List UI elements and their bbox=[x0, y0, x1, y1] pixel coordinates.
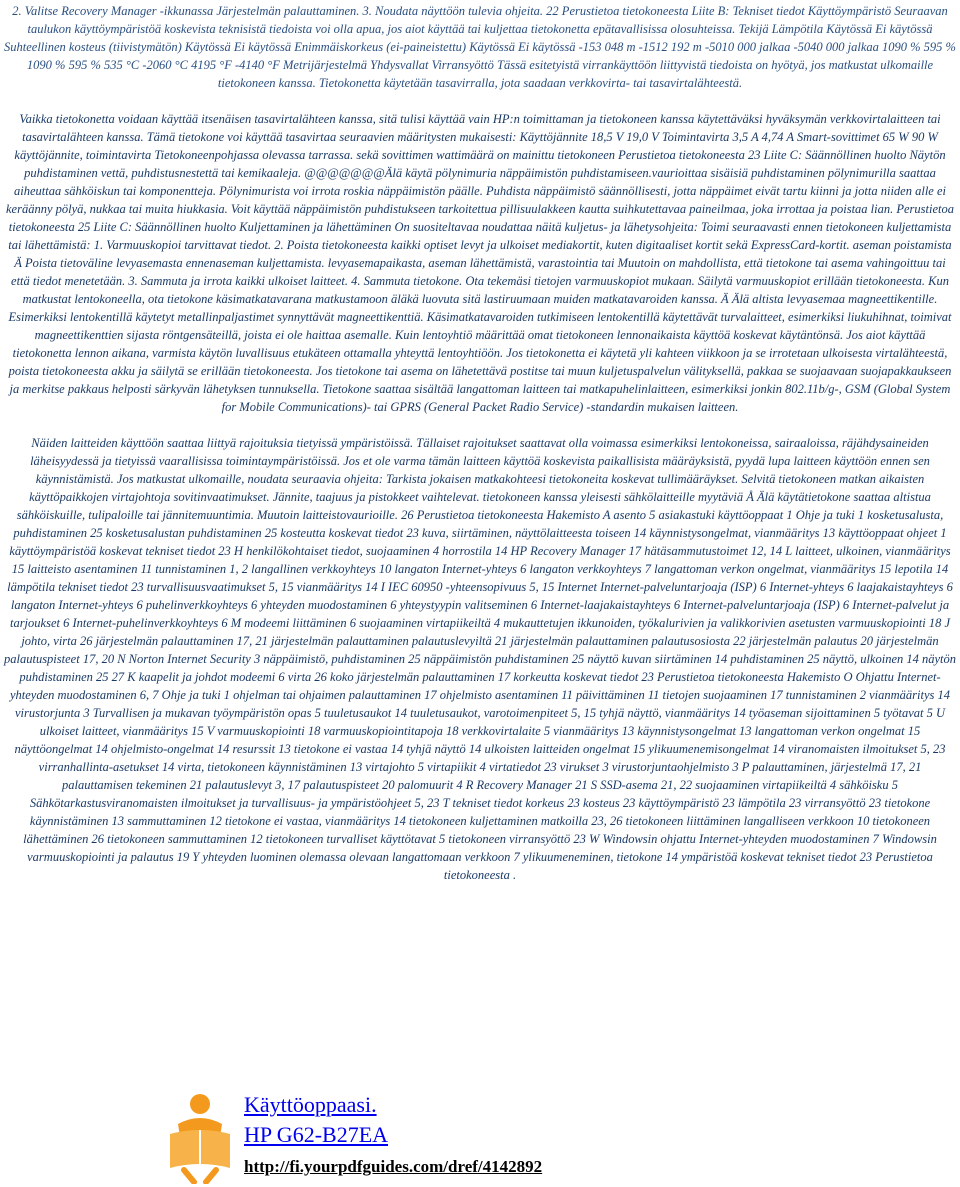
model-link[interactable]: HP G62-B27EA bbox=[244, 1122, 389, 1147]
paragraph-intro: 2. Valitse Recovery Manager -ikkunassa Järjestelmän palauttaminen. 3. Noudata näyttöön tulevia ohjeita. 22 Perustietoa tietokoneesta Liite B: Tekniset tiedot Käyttöympäristö Seuraavan taulukon käyttöympäristöä koskevista teknisistä tiedoista voi olla apua, jos aiot käyttää tai kuljettaa tietokonetta epätavallisissa olosuhteissa. Tekijä Lämpötila Käytössä Ei käytössä Suhteellinen kosteus (tiivistymätön) Käytössä Ei käytössä Enimmäiskorkeus (ei-paineistettu) Käytössä Ei käytössä -153 048 m -1512 192 m -5010 000 jalkaa -5040 000 jalkaa 1090 % 595 % 1090 % 595 % 535 °C -2060 °C 4195 °F -4140 °F Metrijärjestelmä Yhdysvallat Virransyöttö Tässä esitetyistä virrankäyttöön liittyvistä tiedoista on hyötyä, jos matkustat ulkomaille tietokoneen kanssa. Tietokonetta käytetään tasavirralla, jota saadaan verkkovirta- tai tasavirtalähteestä. bbox=[4, 4, 956, 90]
paragraph-gap bbox=[4, 416, 956, 434]
paragraph-gap bbox=[4, 92, 956, 110]
document-body bbox=[4, 2, 956, 884]
footer bbox=[160, 1090, 920, 1184]
source-url-link[interactable]: http://fi.yourpdfguides.com/dref/4142892 bbox=[244, 1157, 543, 1176]
paragraph-travel-index: Näiden laitteiden käyttöön saattaa liittyä rajoituksia tietyissä ympäristöissä. Tällaiset rajoitukset saattavat olla voimassa esimerkiksi lentokoneissa, sairaaloissa, räjähdysaineiden läheisyydessä ja tietyissä vaarallisissa toimintaympäristöissä. Jos et ole varma tämän laitteen käyttöä koskevista paikallisista määräyksistä, pyydä lupa laitteen käyttöön ennen sen käynnistämistä. Jos matkustat ulkomaille, noudata seuraavia ohjeita: Tarkista jokaisen matkakohteesi tietokoneita koskevat tullimääräykset. Selvitä tietokoneen matkan aikaisten käyttöpaikkojen virtajohtoja sovitinvaatimukset. Jännite, taajuus ja pistokkeet vaihtelevat. tietokoneen kanssa yleisesti sähkölaitteille myytäviä Å Älä käytätietokone saattaa altistua sähköiskuille, tulipaloille tai jännitemuuntimia. Muutoin laitteistovaurioille. 26 Perustietoa tietokoneesta Hakemisto A asento 5 asiakastuki käyttöoppaat 1 Ohje ja tuki 1 kosketusalusta, puhdistaminen 25 kosketusalustan puhdistaminen 25 kosteutta koskevat tiedot 23 kuva, siirtäminen, näyttölaitteesta toiseen 14 käynnistysongelmat, vianmääritys 13 käyttöoppaat ohjeet 1 käyttöympäristöä koskevat tekniset tiedot 23 H henkilökohtaiset tiedot, suojaaminen 4 horrostila 14 HP Recovery Manager 17 hätäsammutustoimet 12, 14 L laitteet, ulkoinen, vianmääritys 15 laitteisto asentaminen 11 tunnistaminen 1, 2 langallinen verkkoyhteys 10 langaton Internet-yhteys 6 langaton verkkoyhteys 7 langattoman verkon ongelmat, vianmääritys 15 lepotila 14 lämpötila tekniset tiedot 23 turvallisuusvaatimukset 5, 15 vianmääritys 14 I IEC 60950 -yhteensopivuus 5, 15 Internet Internet-palveluntarjoaja (ISP) 6 Internet-yhteys 6 laajakaistayhteys 6 langaton Internet-yhteys 6 puhelinverkkoyhteys 6 yhteyden muodostaminen 6 yhteystyypin valitseminen 6 Internet-laajakaistayhteys 6 Internet-palveluntarjoaja (ISP) 6 Internet-palvelut ja tarjoukset 6 Internet-puhelinverkkoyhteys 6 M modeemi liittäminen 6 suojaaminen virtapiikeiltä 4 mukauttetujen ikkunoiden, työkalurivien ja valikkorivien asetusten varmuuskopiointi 18 J johto, virta 26 järjestelmän palauttaminen 17, 21 järjestelmän palauttaminen palautuslevyiltä 21 järjestelmän palauttaminen palautusosiosta 22 järjestelmän palautus 20 järjestelmän palautuspisteet 17, 20 N Norton Internet Security 3 näppäimistö, puhdistaminen 25 näppäimistön puhdistaminen 25 näyttö kuvan siirtäminen 14 puhdistaminen 25 näyttö, ulkoinen 14 näytön puhdistaminen 25 27 K kaapelit ja johdot modeemi 6 virta 26 koko järjestelmän palauttaminen 17 korkeutta koskevat tiedot 23 Perustietoa tietokoneesta Hakemisto O Ohjattu Internet-yhteyden muodostaminen 6, 7 Ohje ja tuki 1 ohjelman tai ohjaimen palauttaminen 17 ohjelmisto asentaminen 11 päivittäminen 11 tietojen suojaaminen 17 tunnistaminen 2 vianmääritys 14 virustorjunta 3 Turvallisen ja mukavan työympäristön opas 5 tuuletusaukot 14 tuuletusaukot, varotoimenpiteet 5, 15 tyhjä näyttö, vianmääritys 14 työaseman sijoittaminen 5 työtavat 5 U ulkoiset laitteet, vianmääritys 15 V varmuuskopiointi 18 varmuuskopiointitapoja 18 verkkovirtalaite 5 vianmääritys 13 käynnistysongelmat 13 langattoman verkon ongelmat 15 näyttöongelmat 14 ohjelmisto-ongelmat 14 resurssit 13 tietokone ei vastaa 14 tyhjä näyttö 14 ulkoisten laitteiden ongelmat 15 ylikuumenemisongelmat 14 viranomaisten ilmoitukset 5, 23 virranhallinta-asetukset 14 virta, tietokoneen käynnistäminen 13 virtajohto 5 virtapiikit 4 virtatiedot 23 virukset 3 virustorjuntaohjelmisto 3 P palauttaminen, järjestelmä 17, 21 palauttamisen tekeminen 21 palautuslevyt 3, 17 palautuspisteet 20 palomuurit 4 R Recovery Manager 21 S SSD-asema 21, 22 suojaaminen virtapiikeiltä 4 sähköisku 5 Sähkötarkastusviranomaisten ilmoitukset ja turvallisuus- ja ympäristöohjeet 5, 23 T tekniset tiedot korkeus 23 kosteus 23 käyttöympäristö 23 lämpötila 23 virransyöttö 23 tietokone käynnistäminen 13 sammuttaminen 12 tietokone ei vastaa, vianmääritys 14 tietokoneen kuljettaminen matkoilla 23, 26 tietokoneen liittäminen langalliseen verkkoon 10 tietokoneen lähettäminen 26 tietokoneen sammuttaminen 12 tietokoneen turvalliset käyttötavat 5 tietokoneen virransyöttö 23 W Windowsin ohjattu Internet-yhteyden muodostaminen 7 Windowsin varmuuskopiointi ja palautus 19 Y yhteyden luominen olemassa olevaan langattomaan verkkoon 7 ylikuumeneminen, tietokone 14 ympäristöä koskevat tekniset tiedot 23 Perustietoa tietokoneesta . bbox=[4, 436, 957, 882]
paragraph-power-maintenance: Vaikka tietokonetta voidaan käyttää itsenäisen tasavirtalähteen kanssa, sitä tulisi käyttää vain HP:n toimittaman ja tietokoneen kanssa käytettäväksi hyväksymän verkkovirtalaitteen tai tasavirtalähteen kanssa. Tämä tietokone voi käyttää tasavirtaa seuraavien määritysten mukaisesti: Käyttöjännite 18,5 V 19,0 V Toimintavirta 3,5 A 4,74 A Smart-sovittimet 65 W 90 W käyttöjännite, toimintavirta Tietokoneenpohjassa olevassa tarrassa. sekä sovittimen wattimäärä on mainittu tietokoneen Perustietoa tietokoneesta 23 Liite C: Säännöllinen huolto Näytön puhdistaminen vettä, puhdistusnestettä tai kemikaaleja. @@@@@@@Älä käytä pölynimuria näppäimistön puhdistamiseen.vaurioittaa sisäisiä puhdistaminen pölynimurilla saattaa aiheuttaa sähköiskun tai komponentteja. Pölynimurista voi irrota roskia näppäimistön päälle. Puhdista näppäimistö säännöllisesti, jotta näppäimet eivät tartu kiinni ja jotta niiden alle ei keräänny pölyä, nukkaa tai muita hiukkasia. Voit käyttää näppäimistön puhdistukseen tarkoitettua pillisuulakkeen kautta suihkutettavaa paineilmaa, joka irrottaa ja poistaa lian. Perustietoa tietokoneesta 25 Liite C: Säännöllinen huolto Kuljettaminen ja lähettäminen On suositeltavaa noudattaa näitä kuljetus- ja lähetysohjeita: Toimi seuraavasti ennen tietokoneen kuljettamista tai lähettämistä: 1. Varmuuskopioi tarvittavat tiedot. 2. Poista tietokoneesta kaikki optiset levyt ja ulkoiset mediakortit, kuten digitaaliset kortit sekä ExpressCard-kortit. aseman poistamista Ä Poista tietoväline levyasemasta ennenaseman kuljettamista. levyasemapaikasta, aseman lähettämistä, varastointia tai Muutoin on mahdollista, että tietokone tai asema vahingoittuu tai että tiedot menetetään. 3. Sammuta ja irrota kaikki ulkoiset laitteet. 4. Sammuta tietokone. Ota tekemäsi tietojen varmuuskopiot mukaan. Säilytä varmuuskopiot erillään tietokoneesta. Kun matkustat lentokoneella, ota tietokone käsimatkatavarana matkustamoon äläkä luovuta sitä lastiruumaan muiden matkatavaroiden kanssa. Ä Älä altista levyasemaa magneettikentille. Esimerkiksi lentokentillä käytetyt metallinpaljastimet synnyttävät magneettikenttiä. Käsimatkatavaroiden tutkimiseen lentokentillä käytettävät turvalaitteet, esimerkiksi liukuhihnat, toimivat magneettikenttien sijasta röntgensäteillä, joista ei ole haittaa asemalle. Kuin lentoyhtiö määrittää omat tietokoneen lennonaikaista käyttöä koskevat käytäntönsä. Jos aiot käyttää tietokonetta lennon aikana, varmista käytön luvallisuus etukäteen ottamalla yhteyttä lentoyhtiöön. Jos tietokonetta ei käytetä yli kahteen viikkoon ja se irrotetaan ulkoisesta virtalähteestä, poista tietokoneesta akku ja säilytä se erillään tietokoneesta. Jos tietokone tai asema on lähetettävä postitse tai muun kuljetuspalvelun välityksellä, pakkaa se suojaavaan suojapakkaukseen ja merkitse pakkaus helposti särkyvän lähetyksen tunnuksella. Tietokone saattaa sisältää langattoman laitteen tai matkapuhelinlaitteen, esimerkiksi jonkin 802.11b/g-, GSM (Global System for Mobile Communications)- tai GPRS (General Packet Radio Service) -standardin mukaisen laitteen. bbox=[5, 112, 955, 414]
reading-figure-logo-icon bbox=[160, 1090, 240, 1184]
footer-links bbox=[244, 1090, 542, 1180]
user-guide-link[interactable]: Käyttöoppaasi. bbox=[244, 1092, 377, 1117]
